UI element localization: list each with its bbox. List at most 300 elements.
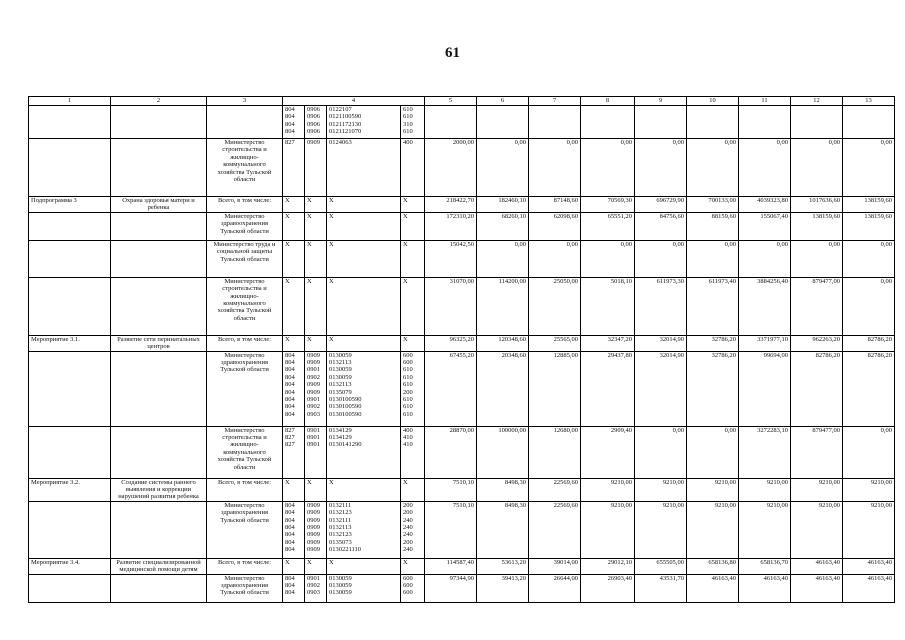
- header-cell: 8: [581, 97, 635, 106]
- program-name-cell: Подпрограмма 3: [29, 197, 111, 213]
- grbs-code-cell-line: 804: [285, 574, 295, 582]
- amount-cell: 0,00: [739, 139, 791, 197]
- grbs-code-cell-line: X: [285, 197, 290, 204]
- grbs-code-cell: [283, 240, 305, 277]
- amount-cell: 28870,00: [425, 426, 477, 478]
- vr-code-cell-line: 610: [403, 113, 413, 121]
- executor-cell: Всего, в том числе:: [207, 335, 283, 351]
- grbs-code-cell-line: 804: [285, 516, 295, 524]
- vr-code-cell: [401, 558, 425, 574]
- amount-cell: 0,00: [581, 139, 635, 197]
- csr-code-cell-line: 0132113: [329, 381, 352, 389]
- vr-code-cell: [401, 426, 425, 478]
- grbs-code-cell-line: 827: [285, 426, 295, 434]
- vr-code-cell-line: 610: [403, 128, 413, 136]
- rzpr-code-cell-line: X: [307, 212, 312, 220]
- executor-cell: Министерство строительства и жилищно-коммунального хозяйства Тульской области: [207, 277, 283, 335]
- amount-cell: 5018,10: [581, 277, 635, 335]
- amount-cell: 22569,60: [529, 478, 581, 501]
- program-name-cell: Мероприятие 3.4.: [29, 558, 111, 574]
- rzpr-code-cell-line: 0909: [307, 546, 320, 554]
- amount-cell: 182460,10: [477, 197, 529, 213]
- amount-cell: 0,00: [529, 139, 581, 197]
- program-title-cell: Создание системы раннего выявления и коррекции нарушений развития ребенка: [111, 478, 207, 501]
- amount-cell: 32786,20: [687, 335, 739, 351]
- amount-cell: 658136,70: [739, 558, 791, 574]
- rzpr-code-cell-line: X: [307, 240, 312, 248]
- vr-code-cell-line: X: [403, 212, 408, 220]
- vr-code-cell: [401, 501, 425, 558]
- amount-cell: 9210,00: [581, 478, 635, 501]
- rzpr-code-cell-line: 0909: [307, 501, 320, 509]
- rzpr-code-cell-line: X: [307, 478, 312, 486]
- program-title-cell: [111, 501, 207, 558]
- table-row: [29, 558, 895, 574]
- amount-cell: 0,00: [791, 240, 843, 277]
- table-row: [29, 277, 895, 335]
- header-cell: 5: [425, 97, 477, 106]
- vr-code-cell-line: X: [403, 240, 408, 248]
- vr-code-cell-line: X: [403, 335, 408, 343]
- grbs-code-cell-line: 804: [285, 359, 295, 367]
- csr-code-cell: [327, 197, 401, 213]
- amount-cell: 70569,30: [581, 197, 635, 213]
- amount-cell: 46163,40: [843, 574, 895, 602]
- rzpr-code-cell-line: 0903: [307, 589, 320, 597]
- amount-cell: 82786,20: [843, 351, 895, 426]
- vr-code-cell-line: 610: [403, 373, 413, 381]
- amount-cell: 9210,00: [581, 501, 635, 558]
- rzpr-code-cell: [305, 501, 327, 558]
- amount-cell: 9210,00: [635, 478, 687, 501]
- grbs-code-cell: [283, 351, 305, 426]
- grbs-code-cell-line: X: [285, 335, 290, 343]
- rzpr-code-cell-line: 0902: [307, 403, 320, 411]
- amount-cell: 46163,40: [791, 574, 843, 602]
- csr-code-cell: [327, 478, 401, 501]
- program-name-cell: [29, 212, 111, 240]
- header-cell: 11: [739, 97, 791, 106]
- csr-code-cell-line: X: [329, 478, 334, 486]
- amount-cell: 9210,00: [687, 501, 739, 558]
- grbs-code-cell-line: 804: [285, 410, 295, 418]
- amount-cell: [529, 106, 581, 139]
- amount-cell: 84756,60: [635, 212, 687, 240]
- amount-cell: 25050,00: [529, 277, 581, 335]
- csr-code-cell-line: 0130100590: [329, 410, 362, 418]
- vr-code-cell-line: 610: [403, 403, 413, 411]
- amount-cell: 32347,20: [581, 335, 635, 351]
- program-name-cell: [29, 106, 111, 139]
- amount-cell: [791, 106, 843, 139]
- executor-cell: Всего, в том числе:: [207, 197, 283, 213]
- amount-cell: 32014,90: [635, 351, 687, 426]
- amount-cell: 97344,90: [425, 574, 477, 602]
- amount-cell: 22569,60: [529, 501, 581, 558]
- csr-code-cell-line: 0134129: [329, 426, 352, 434]
- grbs-code-cell-line: 804: [285, 381, 295, 389]
- program-title-cell: [111, 240, 207, 277]
- csr-code-cell-line: 0121121070: [329, 128, 362, 136]
- amount-cell: 87148,60: [529, 197, 581, 213]
- amount-cell: 12680,00: [529, 426, 581, 478]
- grbs-code-cell: [283, 558, 305, 574]
- page-number: 61: [445, 45, 460, 61]
- grbs-code-cell: [283, 501, 305, 558]
- vr-code-cell-line: 610: [403, 366, 413, 374]
- csr-code-cell-line: 0132123: [329, 509, 352, 517]
- rzpr-code-cell-line: X: [307, 558, 312, 566]
- amount-cell: [477, 106, 529, 139]
- amount-cell: 67455,20: [425, 351, 477, 426]
- grbs-code-cell-line: 804: [285, 120, 295, 128]
- grbs-code-cell-line: 804: [285, 396, 295, 404]
- rzpr-code-cell-line: 0901: [307, 574, 320, 582]
- budget-table: [28, 96, 895, 603]
- vr-code-cell-line: 610: [403, 396, 413, 404]
- grbs-code-cell: [283, 212, 305, 240]
- vr-code-cell: [401, 351, 425, 426]
- csr-code-cell-line: 0135073: [329, 538, 352, 546]
- csr-code-cell-line: 0122107: [329, 106, 352, 113]
- amount-cell: 3371977,10: [739, 335, 791, 351]
- program-name-cell: [29, 240, 111, 277]
- grbs-code-cell: [283, 139, 305, 197]
- vr-code-cell-line: 600: [403, 359, 413, 367]
- csr-code-cell-line: 0130221110: [329, 546, 362, 554]
- amount-cell: 0,00: [687, 426, 739, 478]
- rzpr-code-cell-line: 0909: [307, 509, 320, 517]
- amount-cell: 8498,30: [477, 478, 529, 501]
- program-title-cell: Развитие сети перинатальных центров: [111, 335, 207, 351]
- vr-code-cell-line: X: [403, 478, 408, 486]
- vr-code-cell: [401, 574, 425, 602]
- vr-code-cell-line: 410: [403, 441, 413, 449]
- amount-cell: 12885,00: [529, 351, 581, 426]
- header-cell: 13: [843, 97, 895, 106]
- grbs-code-cell-line: 804: [285, 113, 295, 121]
- amount-cell: 0,00: [843, 240, 895, 277]
- vr-code-cell-line: 610: [403, 410, 413, 418]
- rzpr-code-cell-line: 0909: [307, 388, 320, 396]
- vr-code-cell-line: 600: [403, 351, 413, 359]
- grbs-code-cell-line: 804: [285, 388, 295, 396]
- rzpr-code-cell-line: 0901: [307, 441, 320, 449]
- header-cell: 4: [283, 97, 425, 106]
- amount-cell: 100000,00: [477, 426, 529, 478]
- amount-cell: 82786,20: [843, 335, 895, 351]
- vr-code-cell: [401, 212, 425, 240]
- amount-cell: 155067,40: [739, 212, 791, 240]
- program-name-cell: [29, 351, 111, 426]
- csr-code-cell-line: 0132123: [329, 531, 352, 539]
- rzpr-code-cell: [305, 240, 327, 277]
- header-cell: 10: [687, 97, 739, 106]
- vr-code-cell-line: 200: [403, 388, 413, 396]
- amount-cell: 68260,10: [477, 212, 529, 240]
- vr-code-cell: [401, 478, 425, 501]
- grbs-code-cell-line: 804: [285, 373, 295, 381]
- rzpr-code-cell-line: X: [307, 277, 312, 285]
- amount-cell: 46163,40: [791, 558, 843, 574]
- grbs-code-cell-line: 804: [285, 509, 295, 517]
- amount-cell: 9210,00: [635, 501, 687, 558]
- csr-code-cell-line: 0121100590: [329, 113, 362, 121]
- amount-cell: 9210,00: [687, 478, 739, 501]
- rzpr-code-cell: [305, 351, 327, 426]
- grbs-code-cell-line: X: [285, 212, 290, 220]
- csr-code-cell: [327, 240, 401, 277]
- vr-code-cell-line: 410: [403, 434, 413, 442]
- amount-cell: [739, 106, 791, 139]
- grbs-code-cell-line: 827: [285, 434, 295, 442]
- vr-code-cell-line: 610: [403, 381, 413, 389]
- amount-cell: 696729,90: [635, 197, 687, 213]
- amount-cell: 3884256,40: [739, 277, 791, 335]
- grbs-code-cell: [283, 426, 305, 478]
- amount-cell: 99694,00: [739, 351, 791, 426]
- header-cell: 7: [529, 97, 581, 106]
- rzpr-code-cell: [305, 197, 327, 213]
- amount-cell: 9210,00: [843, 501, 895, 558]
- amount-cell: 0,00: [843, 426, 895, 478]
- table-row: [29, 351, 895, 426]
- csr-code-cell: [327, 106, 401, 139]
- amount-cell: [687, 106, 739, 139]
- grbs-code-cell-line: X: [285, 240, 290, 248]
- vr-code-cell-line: 240: [403, 524, 413, 532]
- csr-code-cell-line: X: [329, 197, 334, 204]
- amount-cell: 1017636,60: [791, 197, 843, 213]
- header-cell: 12: [791, 97, 843, 106]
- csr-code-cell-line: X: [329, 212, 334, 220]
- csr-code-cell-line: 0130100590: [329, 396, 362, 404]
- csr-code-cell-line: 0132111: [329, 516, 352, 524]
- program-name-cell: [29, 501, 111, 558]
- amount-cell: 0,00: [635, 426, 687, 478]
- amount-cell: 53613,20: [477, 558, 529, 574]
- grbs-code-cell-line: X: [285, 277, 290, 285]
- grbs-code-cell: [283, 106, 305, 139]
- header-cell: 1: [29, 97, 111, 106]
- vr-code-cell-line: 400: [403, 426, 413, 434]
- amount-cell: 0,00: [687, 139, 739, 197]
- csr-code-cell-line: 0130059: [329, 582, 352, 590]
- amount-cell: 31070,00: [425, 277, 477, 335]
- executor-cell: [207, 106, 283, 139]
- csr-code-cell: [327, 212, 401, 240]
- executor-cell: Всего, в том числе:: [207, 558, 283, 574]
- program-title-cell: [111, 574, 207, 602]
- program-name-cell: Мероприятие 3.1.: [29, 335, 111, 351]
- grbs-code-cell-line: X: [285, 478, 290, 486]
- amount-cell: 658136,80: [687, 558, 739, 574]
- amount-cell: 138159,60: [843, 197, 895, 213]
- amount-cell: 0,00: [843, 139, 895, 197]
- vr-code-cell-line: 600: [403, 574, 413, 582]
- vr-code-cell-line: 610: [403, 106, 413, 113]
- amount-cell: 120348,60: [477, 335, 529, 351]
- rzpr-code-cell-line: 0901: [307, 366, 320, 374]
- rzpr-code-cell-line: 0902: [307, 373, 320, 381]
- amount-cell: 9210,00: [791, 501, 843, 558]
- amount-cell: [843, 106, 895, 139]
- vr-code-cell: [401, 335, 425, 351]
- program-name-cell: [29, 139, 111, 197]
- table-row: [29, 426, 895, 478]
- program-name-cell: Мероприятие 3.2.: [29, 478, 111, 501]
- rzpr-code-cell-line: 0909: [307, 139, 320, 146]
- vr-code-cell-line: 310: [403, 120, 413, 128]
- executor-cell: Министерство здравоохранения Тульской области: [207, 574, 283, 602]
- vr-code-cell-line: X: [403, 197, 408, 204]
- vr-code-cell-line: 600: [403, 582, 413, 590]
- header-cell: 6: [477, 97, 529, 106]
- amount-cell: 96325,20: [425, 335, 477, 351]
- rzpr-code-cell-line: 0909: [307, 531, 320, 539]
- csr-code-cell-line: 0130059: [329, 574, 352, 582]
- program-title-cell: Охрана здоровья матери и ребенка: [111, 197, 207, 213]
- amount-cell: 879477,00: [791, 277, 843, 335]
- csr-code-cell-line: 0130059: [329, 373, 352, 381]
- rzpr-code-cell: [305, 335, 327, 351]
- amount-cell: 114200,00: [477, 277, 529, 335]
- csr-code-cell-line: 0130059: [329, 589, 352, 597]
- amount-cell: 0,00: [739, 240, 791, 277]
- rzpr-code-cell: [305, 139, 327, 197]
- vr-code-cell: [401, 106, 425, 139]
- grbs-code-cell: [283, 197, 305, 213]
- grbs-code-cell-line: 827: [285, 441, 295, 449]
- rzpr-code-cell: [305, 212, 327, 240]
- amount-cell: 9210,00: [739, 478, 791, 501]
- amount-cell: 20348,60: [477, 351, 529, 426]
- csr-code-cell: [327, 574, 401, 602]
- csr-code-cell: [327, 335, 401, 351]
- grbs-code-cell-line: 804: [285, 538, 295, 546]
- csr-code-cell-line: 0130059: [329, 351, 352, 359]
- table-row: [29, 478, 895, 501]
- amount-cell: 114587,40: [425, 558, 477, 574]
- vr-code-cell-line: 240: [403, 546, 413, 554]
- csr-code-cell-line: 0130100590: [329, 403, 362, 411]
- amount-cell: 0,00: [635, 139, 687, 197]
- amount-cell: 9210,00: [791, 478, 843, 501]
- rzpr-code-cell-line: 0909: [307, 359, 320, 367]
- rzpr-code-cell-line: 0909: [307, 516, 320, 524]
- table-body: [29, 97, 895, 603]
- rzpr-code-cell-line: 0906: [307, 120, 320, 128]
- grbs-code-cell-line: 804: [285, 403, 295, 411]
- amount-cell: 62098,60: [529, 212, 581, 240]
- executor-cell: Министерство строительства и жилищно-коммунального хозяйства Тульской области: [207, 139, 283, 197]
- amount-cell: 39014,00: [529, 558, 581, 574]
- amount-cell: 655505,00: [635, 558, 687, 574]
- amount-cell: 0,00: [843, 277, 895, 335]
- vr-code-cell: [401, 240, 425, 277]
- header-cell: 9: [635, 97, 687, 106]
- csr-code-cell-line: 0124063: [329, 139, 352, 146]
- table-row: [29, 106, 895, 139]
- amount-cell: 15042,50: [425, 240, 477, 277]
- grbs-code-cell-line: 804: [285, 582, 295, 590]
- csr-code-cell-line: 0121172130: [329, 120, 362, 128]
- csr-code-cell: [327, 139, 401, 197]
- amount-cell: 88159,60: [687, 212, 739, 240]
- csr-code-cell-line: 0134129: [329, 434, 352, 442]
- vr-code-cell-line: 600: [403, 589, 413, 597]
- header-row: [29, 97, 895, 106]
- vr-code-cell: [401, 139, 425, 197]
- amount-cell: 4039323,80: [739, 197, 791, 213]
- amount-cell: 7510,10: [425, 478, 477, 501]
- amount-cell: 2000,00: [425, 139, 477, 197]
- amount-cell: 8498,30: [477, 501, 529, 558]
- amount-cell: 0,00: [581, 240, 635, 277]
- rzpr-code-cell-line: 0906: [307, 113, 320, 121]
- amount-cell: 29012,10: [581, 558, 635, 574]
- grbs-code-cell-line: 827: [285, 139, 295, 146]
- program-title-cell: [111, 351, 207, 426]
- grbs-code-cell-line: 804: [285, 589, 295, 597]
- amount-cell: 26903,40: [581, 574, 635, 602]
- amount-cell: 26644,00: [529, 574, 581, 602]
- vr-code-cell-line: 400: [403, 139, 413, 146]
- csr-code-cell: [327, 277, 401, 335]
- amount-cell: 43531,70: [635, 574, 687, 602]
- executor-cell: Министерство труда и социальной защиты Тульской области: [207, 240, 283, 277]
- rzpr-code-cell-line: X: [307, 335, 312, 343]
- program-title-cell: [111, 277, 207, 335]
- csr-code-cell: [327, 351, 401, 426]
- amount-cell: 611973,30: [635, 277, 687, 335]
- grbs-code-cell: [283, 335, 305, 351]
- program-title-cell: [111, 106, 207, 139]
- csr-code-cell: [327, 426, 401, 478]
- csr-code-cell-line: 0132113: [329, 359, 352, 367]
- executor-cell: Всего, в том числе:: [207, 478, 283, 501]
- table-row: [29, 574, 895, 602]
- program-name-cell: [29, 277, 111, 335]
- rzpr-code-cell: [305, 574, 327, 602]
- header-cell: 2: [111, 97, 207, 106]
- amount-cell: 46163,40: [843, 558, 895, 574]
- table-row: [29, 139, 895, 197]
- rzpr-code-cell-line: 0901: [307, 396, 320, 404]
- amount-cell: 3272283,10: [739, 426, 791, 478]
- amount-cell: 25565,00: [529, 335, 581, 351]
- csr-code-cell-line: 0130141290: [329, 441, 362, 449]
- amount-cell: 29437,80: [581, 351, 635, 426]
- rzpr-code-cell-line: 0909: [307, 381, 320, 389]
- rzpr-code-cell-line: 0903: [307, 410, 320, 418]
- rzpr-code-cell-line: 0909: [307, 538, 320, 546]
- amount-cell: 611973,40: [687, 277, 739, 335]
- table-row: [29, 212, 895, 240]
- grbs-code-cell: [283, 574, 305, 602]
- vr-code-cell-line: X: [403, 277, 408, 285]
- amount-cell: 32014,90: [635, 335, 687, 351]
- grbs-code-cell-line: 804: [285, 366, 295, 374]
- rzpr-code-cell: [305, 478, 327, 501]
- grbs-code-cell: [283, 277, 305, 335]
- amount-cell: [635, 106, 687, 139]
- rzpr-code-cell-line: 0906: [307, 106, 320, 113]
- rzpr-code-cell-line: 0909: [307, 524, 320, 532]
- rzpr-code-cell-line: 0909: [307, 351, 320, 359]
- vr-code-cell: [401, 197, 425, 213]
- csr-code-cell-line: 0132113: [329, 524, 352, 532]
